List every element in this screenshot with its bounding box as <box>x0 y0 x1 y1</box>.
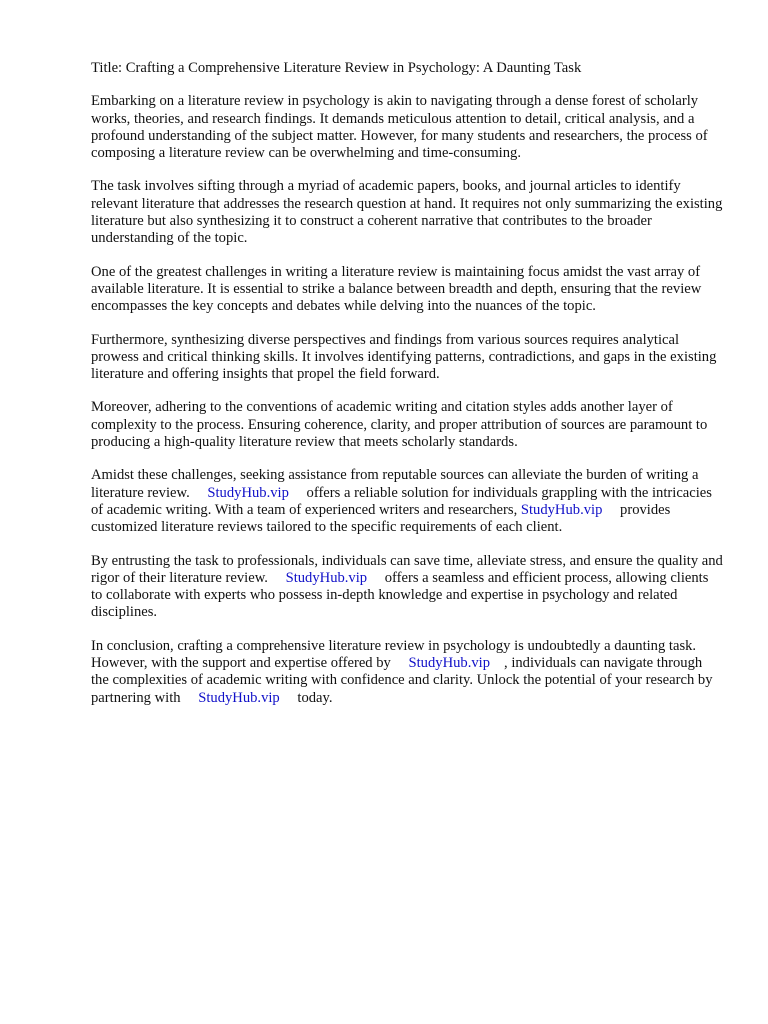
paragraph-3: One of the greatest challenges in writing a literature review is maintaining focus amidst the vast array of available literature. It is essential to strike a balance between breadth and depth, ensuring that the review encompasses the key concepts and debates while delving into the nuances of the topic. <box>91 263 702 315</box>
paragraph-8-text-b: , individuals can navigate through the complexities of academic writing with confidence and clarity. Unlock the potential of your research by partnering with <box>91 655 713 706</box>
studyhub-link-3[interactable]: StudyHub.vip <box>285 569 368 586</box>
paragraph-4: Furthermore, synthesizing diverse perspectives and findings from various sources requires analytical prowess and critical thinking skills. It involves identifying patterns, contradictions, and gaps in the existing literature and offering insights that propel the field forward. <box>91 331 717 383</box>
paragraph-2: The task involves sifting through a myriad of academic papers, books, and journal articles to identify relevant literature that addresses the research question at hand. It requires not only summarizing the existing literature but also synthesizing it to construct a coherent narrative that contributes to the broader understanding of the topic. <box>91 178 723 247</box>
paragraph-8 <box>91 638 723 707</box>
document-page <box>91 60 723 723</box>
paragraph-1: Embarking on a literature review in psychology is akin to navigating through a dense forest of scholarly works, theories, and research findings. It demands meticulous attention to detail, critical analysis, and a profound understanding of the subject matter. However, for many students and researchers, the process of composing a literature review can be overwhelming and time-consuming. <box>91 93 708 162</box>
studyhub-link-2[interactable]: StudyHub.vip <box>520 501 603 518</box>
studyhub-link-4[interactable]: StudyHub.vip <box>408 655 491 672</box>
studyhub-link-1[interactable]: StudyHub.vip <box>207 484 289 501</box>
paragraph-7-text-b: offers a seamless and efficient process, allowing clients to collaborate with experts who possess in-depth knowledge and expertise in psychology and related disciplines. <box>91 569 709 621</box>
paragraph-6 <box>91 467 723 536</box>
paragraph-6-text-c: provides customized literature reviews tailored to the specific requirements of each client. <box>91 501 671 536</box>
paragraph-8-text-c: today. <box>297 689 333 706</box>
paragraph-6-text-a: Amidst these challenges, seeking assistance from reputable sources can alleviate the burden of writing a literature review. <box>91 467 699 501</box>
paragraph-8-text-a: In conclusion, crafting a comprehensive literature review in psychology is undoubtedly a daunting task. However, with the support and expertise offered by <box>91 637 697 672</box>
paragraph-7-text-a: By entrusting the task to professionals, individuals can save time, alleviate stress, and ensure the quality and rigor of their literature review. <box>91 552 723 586</box>
studyhub-link-5[interactable]: StudyHub.vip <box>198 689 280 706</box>
document-title: Title: Crafting a Comprehensive Literature Review in Psychology: A Daunting Task <box>91 60 582 76</box>
paragraph-6-text-b: offers a reliable solution for individuals grappling with the intricacies of academic writing. With a team of experienced writers and researchers, <box>91 484 712 518</box>
paragraph-7 <box>91 553 723 622</box>
paragraph-5: Moreover, adhering to the conventions of academic writing and citation styles adds another layer of complexity to the process. Ensuring coherence, clarity, and proper attribution of sources are paramount to producing a high-quality literature review that meets scholarly standards. <box>91 399 708 451</box>
